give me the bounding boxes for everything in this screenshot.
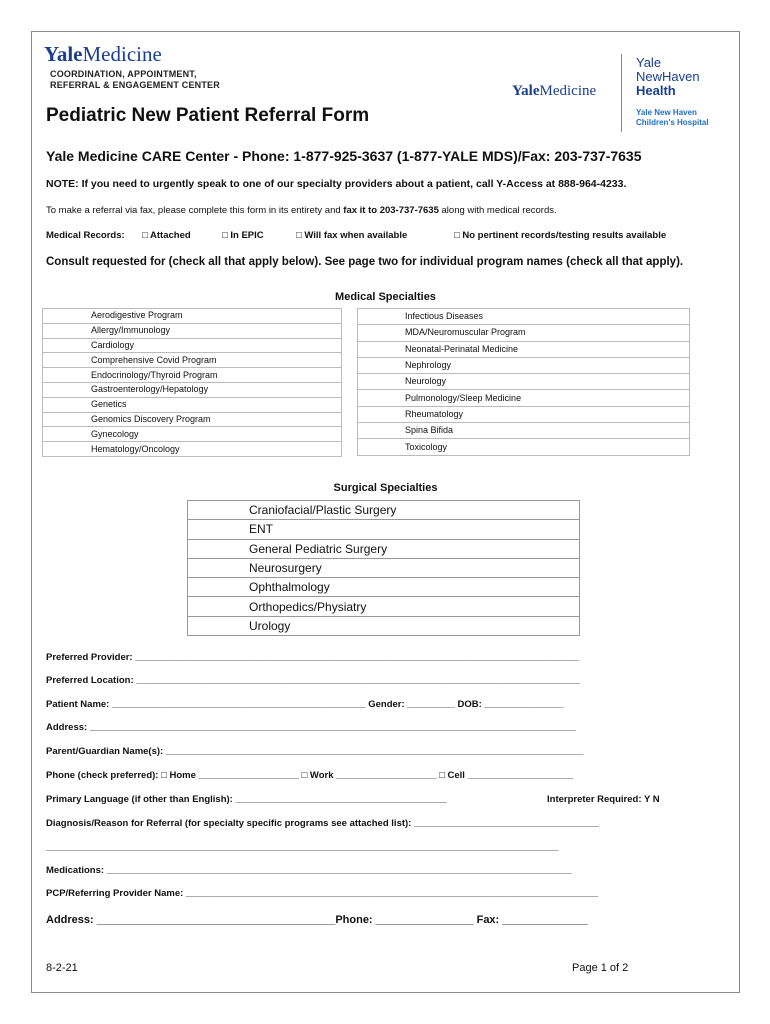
patient-name-field[interactable]: Patient Name: ________________________________________________ Gender: _________ DOB: _______________ (46, 699, 564, 710)
address-field[interactable]: Address: ____________________________________________________________________________________________ (46, 722, 576, 733)
table-row[interactable] (188, 539, 580, 558)
specialty-item[interactable]: Nephrology (358, 357, 690, 373)
table-row[interactable] (358, 390, 690, 406)
preferred-provider-field[interactable]: Preferred Provider: ____________________________________________________________________________________ (46, 652, 580, 663)
diagnosis-field[interactable]: Diagnosis/Reason for Referral (for specialty specific programs see attached list): ___________________________________ (46, 818, 599, 829)
specialty-item[interactable]: Rheumatology (358, 406, 690, 422)
specialty-item[interactable]: Toxicology (358, 439, 690, 455)
specialty-item[interactable]: Genetics (43, 397, 342, 412)
table-row[interactable] (188, 597, 580, 616)
specialty-item[interactable]: Endocrinology/Thyroid Program (43, 368, 342, 383)
table-row[interactable] (188, 558, 580, 577)
medical-specialties-title: Medical Specialties (335, 291, 436, 303)
records-none-checkbox[interactable]: □ No pertinent records/testing results available (454, 230, 667, 241)
form-date: 8-2-21 (46, 962, 78, 974)
specialty-item[interactable]: Neonatal-Perinatal Medicine (358, 341, 690, 357)
consult-instructions: Consult requested for (check all that apply below). See page two for individual program names (check all that apply). (46, 256, 684, 268)
table-row[interactable] (358, 341, 690, 357)
table-row[interactable] (358, 439, 690, 455)
specialty-item[interactable]: Hematology/Oncology (43, 442, 342, 457)
specialty-item[interactable]: Ophthalmology (188, 578, 580, 597)
specialty-item[interactable]: Aerodigestive Program (43, 309, 342, 324)
table-row[interactable] (358, 325, 690, 341)
table-row[interactable] (358, 357, 690, 373)
guardian-name-field[interactable]: Parent/Guardian Name(s): _______________________________________________________________________________ (46, 746, 584, 757)
preferred-location-field[interactable]: Preferred Location: ____________________________________________________________________________________ (46, 675, 581, 686)
table-row[interactable] (188, 578, 580, 597)
urgent-note: NOTE: If you need to urgently speak to one of our specialty providers about a patient, call Y-Access at 888-964-4233. (46, 178, 627, 190)
yale-medicine-logo: YaleMedicine (44, 42, 162, 66)
specialty-item[interactable]: ENT (188, 520, 580, 539)
specialty-item[interactable]: Neurosurgery (188, 558, 580, 577)
pcp-name-field[interactable]: PCP/Referring Provider Name: ______________________________________________________________________________ (46, 888, 599, 899)
specialty-item[interactable]: Craniofacial/Plastic Surgery (188, 501, 580, 520)
specialty-item[interactable]: Allergy/Immunology (43, 323, 342, 338)
phone-field[interactable]: Phone (check preferred): □ Home ___________________ □ Work ___________________ □ Cell ____________________ (46, 770, 574, 781)
table-row[interactable] (43, 368, 342, 383)
table-row[interactable] (43, 323, 342, 338)
page-title: Pediatric New Patient Referral Form (46, 105, 370, 126)
specialty-item[interactable]: Spina Bifida (358, 423, 690, 439)
table-row[interactable] (43, 309, 342, 324)
table-row[interactable] (43, 412, 342, 427)
care-center-contact: Yale Medicine CARE Center - Phone: 1-877-925-3637 (1-877-YALE MDS)/Fax: 203-737-7635 (46, 148, 642, 164)
table-row[interactable] (43, 353, 342, 368)
specialty-item[interactable]: Gynecology (43, 427, 342, 442)
medical-records-label: Medical Records: (46, 230, 125, 241)
table-row[interactable] (188, 501, 580, 520)
specialty-item[interactable]: Comprehensive Covid Program (43, 353, 342, 368)
specialty-item[interactable]: Pulmonology/Sleep Medicine (358, 390, 690, 406)
table-row[interactable] (358, 374, 690, 390)
table-row[interactable] (188, 616, 580, 635)
table-row[interactable] (43, 382, 342, 397)
yale-new-haven-health-logo: Yale NewHaven Health (636, 55, 700, 98)
diagnosis-continued-field[interactable]: _________________________________________________________________________________________________ (46, 842, 559, 853)
specialty-item[interactable]: Urology (188, 616, 580, 635)
logo-divider (621, 54, 622, 132)
yale-medicine-logo-secondary: YaleMedicine (512, 83, 597, 99)
surgical-specialties-title: Surgical Specialties (333, 482, 438, 494)
page-number: Page 1 of 2 (572, 962, 629, 974)
specialty-item[interactable]: General Pediatric Surgery (188, 539, 580, 558)
table-row[interactable] (358, 406, 690, 422)
specialty-item[interactable]: Gastroenterology/Hepatology (43, 382, 342, 397)
table-row[interactable] (43, 442, 342, 457)
table-row[interactable] (358, 309, 690, 325)
records-will-fax-checkbox[interactable]: □ Will fax when available (296, 230, 408, 241)
primary-language-field[interactable]: Primary Language (if other than English): ________________________________________ (46, 794, 447, 805)
fax-instructions: To make a referral via fax, please complete this form in its entirety and fax it to 203-737-7635 along with medical records. (46, 205, 557, 216)
specialty-item[interactable]: Genomics Discovery Program (43, 412, 342, 427)
table-row[interactable] (43, 338, 342, 353)
records-in-epic-checkbox[interactable]: □ In EPIC (222, 230, 264, 241)
records-attached-checkbox[interactable]: □ Attached (142, 230, 191, 241)
medications-field[interactable]: Medications: ________________________________________________________________________________________ (46, 865, 572, 876)
table-row[interactable] (43, 427, 342, 442)
specialty-item[interactable]: MDA/Neuromuscular Program (358, 325, 690, 341)
specialty-item[interactable]: Infectious Diseases (358, 309, 690, 325)
table-row[interactable] (188, 520, 580, 539)
specialty-item[interactable]: Orthopedics/Physiatry (188, 597, 580, 616)
medical-specialties-left-table (42, 308, 342, 457)
table-row[interactable] (358, 423, 690, 439)
childrens-hospital-label: Yale New Haven Children's Hospital (636, 108, 709, 127)
interpreter-required-field[interactable]: Interpreter Required: Y N (547, 794, 660, 805)
table-row[interactable] (43, 397, 342, 412)
surgical-specialties-table (187, 500, 580, 636)
pcp-address-field[interactable]: Address: _______________________________________Phone: ________________ Fax: ______________ (46, 914, 588, 926)
medical-specialties-right-table (357, 308, 690, 456)
specialty-item[interactable]: Neurology (358, 374, 690, 390)
specialty-item[interactable]: Cardiology (43, 338, 342, 353)
care-center-subtitle: COORDINATION, APPOINTMENT, REFERRAL & ENGAGEMENT CENTER (50, 69, 220, 90)
form-page (31, 31, 740, 993)
